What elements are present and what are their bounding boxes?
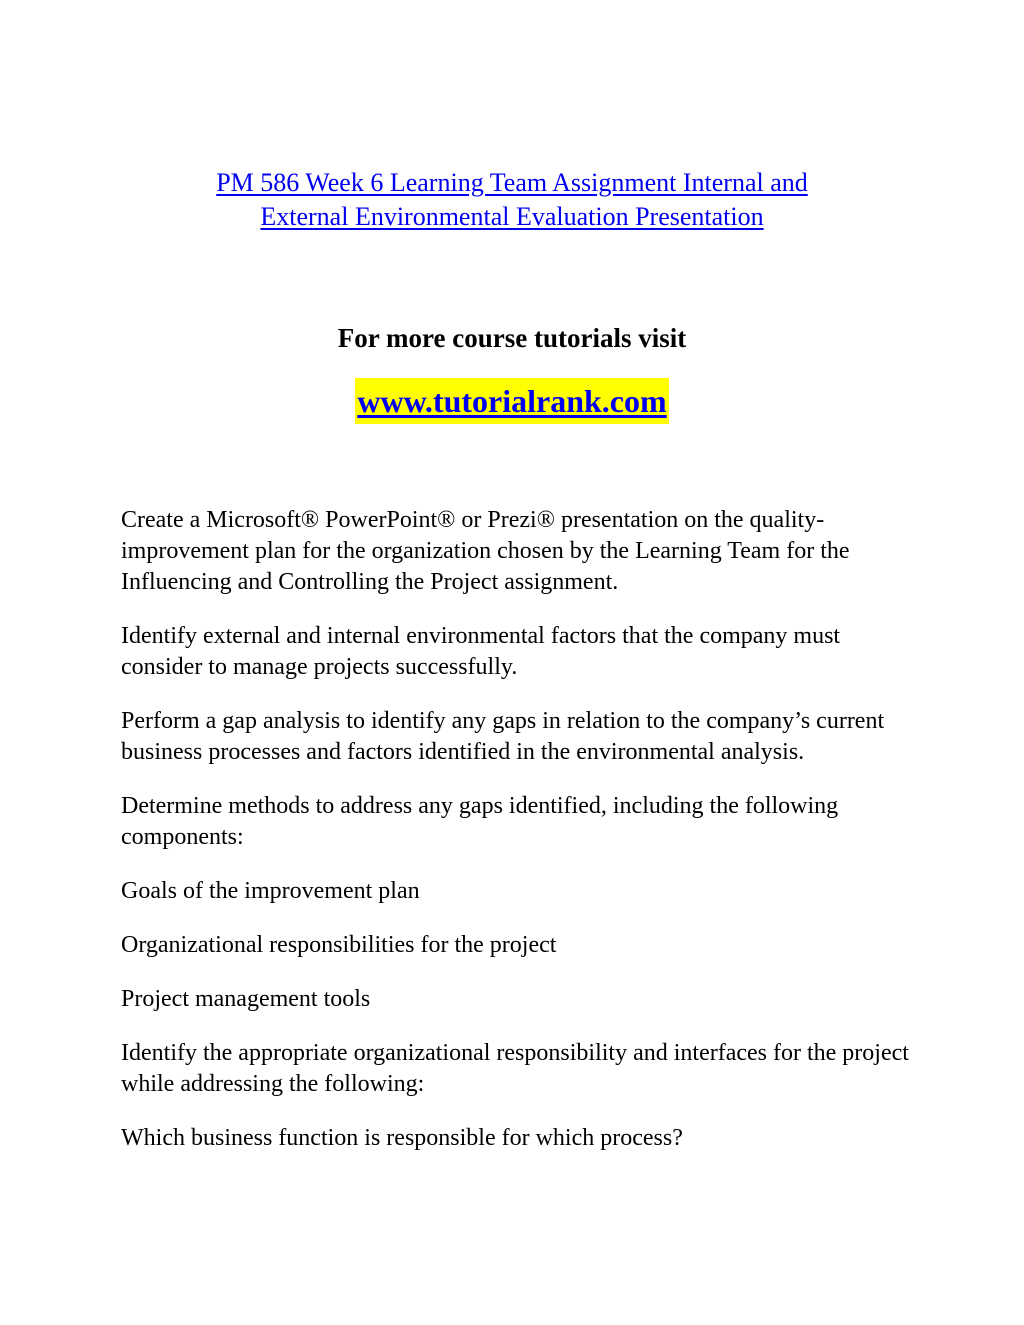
document-title-link[interactable] — [120, 166, 904, 234]
website-container — [120, 378, 904, 424]
website-link[interactable]: www.tutorialrank.com — [355, 378, 668, 424]
paragraph: Determine methods to address any gaps identified, including the following components: — [121, 793, 839, 850]
paragraph: Project management tools — [121, 986, 371, 1012]
paragraph: Which business function is responsible for which process? — [121, 1125, 683, 1151]
paragraph: Identify external and internal environmental factors that the company must consider to manage projects successfully. — [121, 623, 841, 680]
paragraph: Create a Microsoft® PowerPoint® or Prezi® presentation on the quality-improvement plan for the organization chosen by the Learning Team for the Influencing and Controlling the Project assignment. — [121, 507, 850, 595]
paragraph: Goals of the improvement plan — [121, 878, 420, 904]
promo-heading: For more course tutorials visit — [337, 323, 687, 353]
title-line-1: PM 586 Week 6 Learning Team Assignment Internal and — [216, 168, 808, 197]
paragraph: Organizational responsibilities for the project — [121, 932, 557, 958]
paragraph: Identify the appropriate organizational responsibility and interfaces for the project while addressing the following: — [121, 1040, 909, 1097]
title-line-2: External Environmental Evaluation Presentation — [260, 202, 764, 231]
assignment-body — [121, 505, 911, 1177]
paragraph: Perform a gap analysis to identify any gaps in relation to the company’s current business processes and factors identified in the environmental analysis. — [121, 708, 885, 765]
